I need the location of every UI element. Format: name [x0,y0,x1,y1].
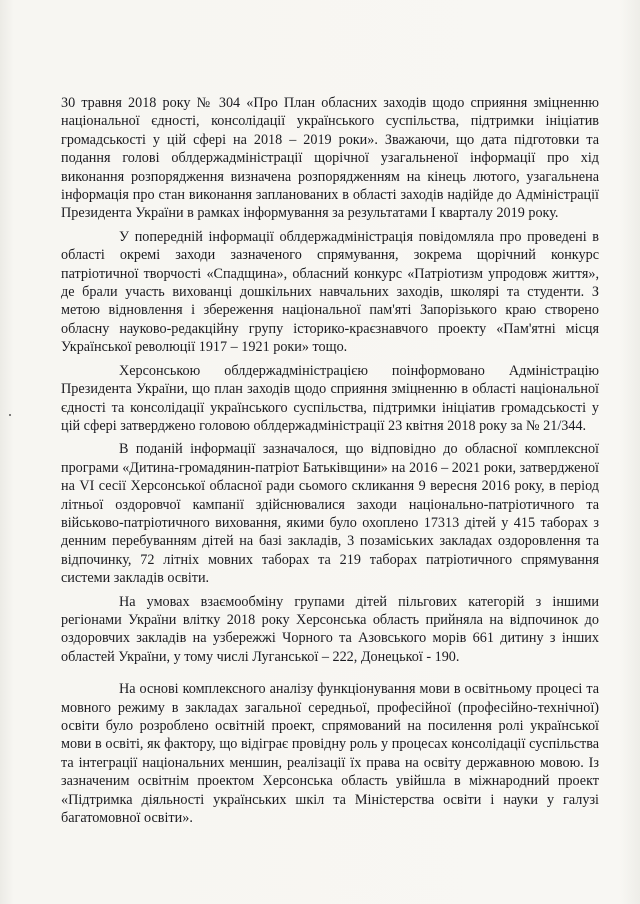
margin-speck [9,414,11,416]
paragraph-1: 30 травня 2018 року № 304 «Про План обласних заходів щодо сприяння зміцненню національної єдності, консолідації українського суспільства, підтримки ініціатив громадськості у цій сфері на 2018 – 2019 роки». Зважаючи, що дата підготовки та подання голові облдержадміністрації щорічної узагальненої інформації про хід виконання розпорядження визначена розпорядженням на кінець лютого, узагальнена інформація про стан виконання запланованих в області заходів надійде до Адміністрації Президента України в рамках інформування за результатами І кварталу 2019 року. [61,95,599,222]
paragraph-5: На умовах взаємообміну групами дітей пільгових категорій з іншими регіонами України влітку 2018 року Херсонська область прийняла на відпочинок до оздоровчих закладів на узбережжі Чорного та Азовського морів 661 дитину з інших областей України, у тому числі Луганської – 222, Донецької - 190. [61,593,599,665]
document-body [61,94,599,832]
paragraph-2: У попередній інформації облдержадміністрація повідомляла про проведені в області окремі заходи зазначеного спрямування, зокрема щорічний конкурс патріотичної творчості «Спадщина», обласний конкурс «Патріотизм упродовж життя», де брали участь вихованці дошкільних навчальних заходів, школярі та студенти. З метою відновлення і збереження національної пам'яті Запорізького краю створено обласну науково-редакційну групу історико-краєзнавчого проекту «Пам'ятні місця Української революції 1917 – 1921 роки» тощо. [61,228,599,356]
paragraph-3: Херсонською облдержадміністрацією поінформовано Адміністрацію Президента України, що план заходів щодо сприяння зміцненню в області національної єдності та консолідації українського суспільства, підтримки ініціатив громадськості у цій сфері затверджено головою облдержадміністрації 23 квітня 2018 року за № 21/344. [61,362,599,434]
paragraph-4: В поданій інформації зазначалося, що відповідно до обласної комплексної програми «Дитина-громадянин-патріот Батьківщини» на 2016 – 2021 роки, затвердженої на VI сесії Херсонської обласної ради сьомого скликання 9 вересня 2016 року, в період літньої оздоровчої кампанії здійснювалися заходи національно-патріотичного та військово-патріотичного виховання, якими було охоплено 17313 дітей у 415 таборах з денним перебуванням дітей на базі закладів, 3 позаміських закладах оздоровлення та відпочинку, 72 літніх мовних таборах та 219 таборах патріотичного спрямування системи закладів освіти. [61,441,599,587]
paragraph-6: На основі комплексного аналізу функціонування мови в освітньому процесі та мовного режиму в закладах загальної середньої, професійної (професійно-технічної) освіти було розроблено освітній проект, спрямований на посилення ролі української мови в освіті, як фактору, що відіграє провідну роль у процесах консолідації суспільства та інтеграції національних меншин, реалізації їх права на освіту державною мовою. Із зазначеним освітнім проектом Херсонська область увійшла в міжнародний проект «Підтримка діяльності українських шкіл та Міністерства освіти і науки у галузі багатомовної освіти». [61,681,599,827]
